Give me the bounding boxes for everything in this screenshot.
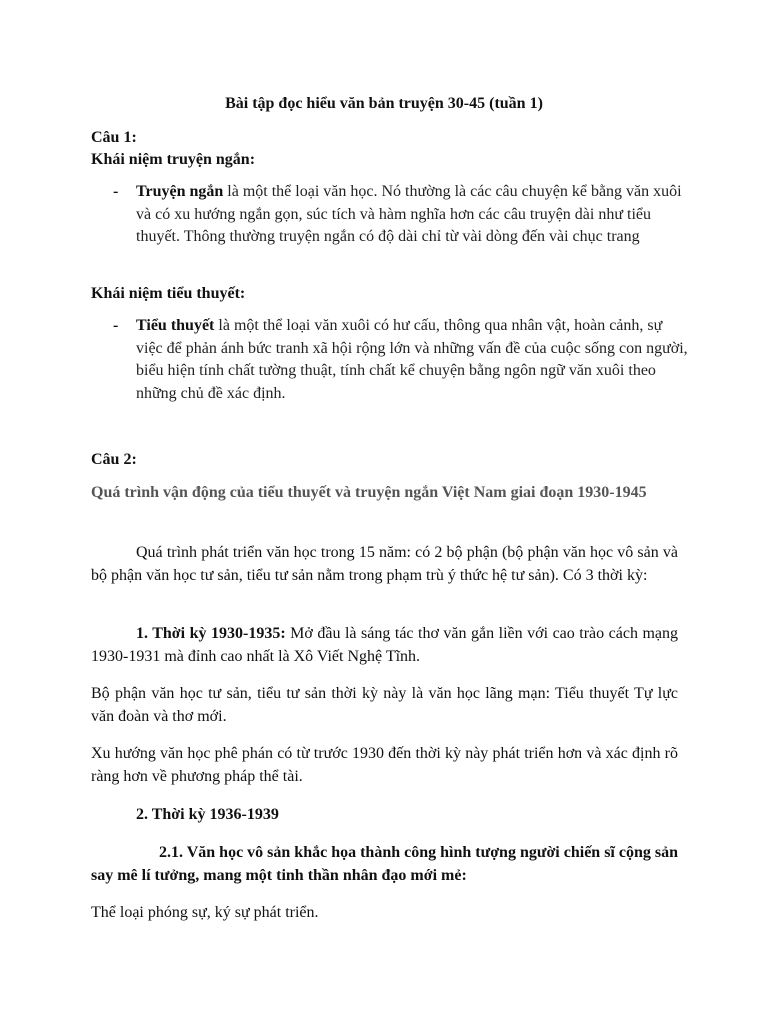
critical-literature-paragraph: Xu hướng văn học phê phán có từ trước 1930 đến thời kỳ này phát triển hơn và xác định rõ ràng hơn về phương pháp thể tài. (91, 745, 678, 785)
novel-definition (136, 315, 691, 405)
novel-heading: Khái niệm tiểu thuyết: (91, 285, 246, 302)
genre-line: Thể loại phóng sự, ký sự phát triển. (91, 904, 319, 921)
period-1-label: 1. Thời kỳ 1930-1935: (136, 625, 286, 642)
question-2-subheading: Quá trình vận động của tiểu thuyết và truyện ngắn Việt Nam giai đoạn 1930-1945 (91, 484, 647, 501)
period-2-1-heading: 2.1. Văn học vô sản khắc họa thành công hình tượng người chiến sĩ cộng sản say mê lí tưởng, mang một tinh thần nhân đạo mới mẻ: (91, 844, 678, 884)
novel-term: Tiểu thuyết (136, 317, 215, 334)
question-2-label: Câu 2: (91, 451, 137, 468)
novel-text: là một thể loại văn xuôi có hư cấu, thông qua nhân vật, hoàn cảnh, sự việc để phản ánh bức tranh xã hội rộng lớn và những vấn đề của cuộc sống con người, biểu hiện tính chất tường thuật, tính chất kể chuyện bằng ngôn ngữ văn xuôi theo những chủ đề xác định. (136, 317, 688, 402)
short-story-bullet (91, 181, 691, 249)
question-1-label: Câu 1: (91, 129, 137, 146)
novel-bullet (91, 315, 691, 405)
period-2-heading: 2. Thời kỳ 1936-1939 (136, 806, 279, 823)
document-title: Bài tập đọc hiểu văn bản truyện 30-45 (tuần 1) (225, 95, 543, 112)
short-story-definition (136, 181, 691, 249)
short-story-heading: Khái niệm truyện ngắn: (91, 151, 256, 168)
bullet-dash: - (113, 183, 119, 200)
short-story-text: là một thể loại văn học. Nó thường là các câu chuyện kể bằng văn xuôi và có xu hướng ngắn gọn, súc tích và hàm nghĩa hơn các câu truyện dài như tiểu thuyết. Thông thường truyện ngắn có độ dài chỉ từ vài dòng đến vài chục trang (136, 183, 682, 245)
period-1-text: Mở đầu là sáng tác thơ văn gắn liền với cao trào cách mạng 1930-1931 mà đỉnh cao nhất là Xô Viết Nghệ Tĩnh. (91, 625, 679, 665)
short-story-term: Truyện ngắn (136, 183, 224, 200)
question-2-intro: Quá trình phát triển văn học trong 15 năm: có 2 bộ phận (bộ phận văn học vô sản và bộ phận văn học tư sản, tiểu tư sản nằm trong phạm trù ý thức hệ tư sản). Có 3 thời kỳ: (91, 544, 678, 584)
bullet-dash: - (113, 317, 119, 334)
bourgeois-literature-paragraph: Bộ phận văn học tư sản, tiểu tư sản thời kỳ này là văn học lãng mạn: Tiểu thuyết Tự lực văn đoàn và thơ mới. (91, 685, 678, 725)
period-1-paragraph (91, 623, 678, 668)
